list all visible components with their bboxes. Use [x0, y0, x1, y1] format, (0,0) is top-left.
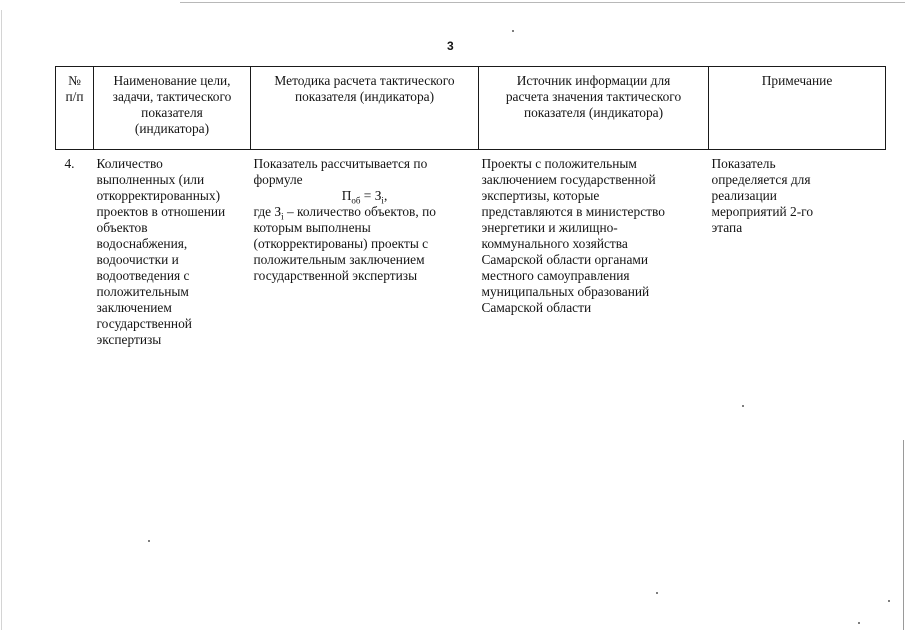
- header-name: Наименование цели, задачи, тактического показателя (индикатора): [94, 67, 251, 150]
- method-intro: Показатель рассчитывается по формуле: [253, 156, 428, 187]
- indicator-table: [55, 66, 886, 348]
- table-row: [56, 150, 886, 349]
- method-where: – количество объектов, по которым выполнены (откорректированы) проекты с положительным заключением государственной экспертизы: [253, 204, 436, 283]
- row-name: Количество выполненных (или откорректированных) проектов в отношении объектов водоснабжения, водоочистки и водоотведения с положительным заключением государственной экспертизы: [96, 156, 226, 347]
- formula-lhs: П: [341, 188, 352, 203]
- scan-speck: [148, 540, 150, 542]
- method-where-sub: i: [281, 211, 284, 222]
- header-note: Примечание: [709, 67, 886, 150]
- header-num: № п/п: [56, 67, 94, 150]
- scan-speck: [858, 622, 860, 624]
- scan-edge-left: [1, 10, 2, 630]
- header-method: Методика расчета тактического показателя (индикатора): [251, 67, 479, 150]
- header-source: Источник информации для расчета значения тактического показателя (индикатора): [479, 67, 709, 150]
- scan-speck: [656, 592, 658, 594]
- row-num: 4.: [64, 156, 75, 171]
- page-number: 3: [447, 39, 454, 53]
- row-method: [251, 150, 479, 349]
- method-where-prefix: где З: [253, 204, 282, 219]
- formula-eq: = З: [360, 188, 382, 203]
- scan-speck: [742, 405, 744, 407]
- formula-rhs-sub: i: [381, 195, 384, 206]
- scan-edge-right: [903, 440, 904, 630]
- scan-edge-top: [180, 2, 905, 3]
- scan-speck: [512, 30, 514, 32]
- formula: [254, 188, 476, 204]
- table-header-row: [56, 67, 886, 150]
- row-source: Проекты с положительным заключением государственной экспертизы, которые представляются в министерство энергетики и жилищно- коммунального хозяйства Самарской области органами местного самоуправления муниципальных образований Самарской области: [481, 156, 665, 315]
- row-note: Показатель определяется для реализации мероприятий 2-го этапа: [711, 156, 814, 235]
- scan-speck: [888, 600, 890, 602]
- formula-end: ,: [383, 188, 388, 203]
- formula-lhs-sub: об: [351, 195, 361, 206]
